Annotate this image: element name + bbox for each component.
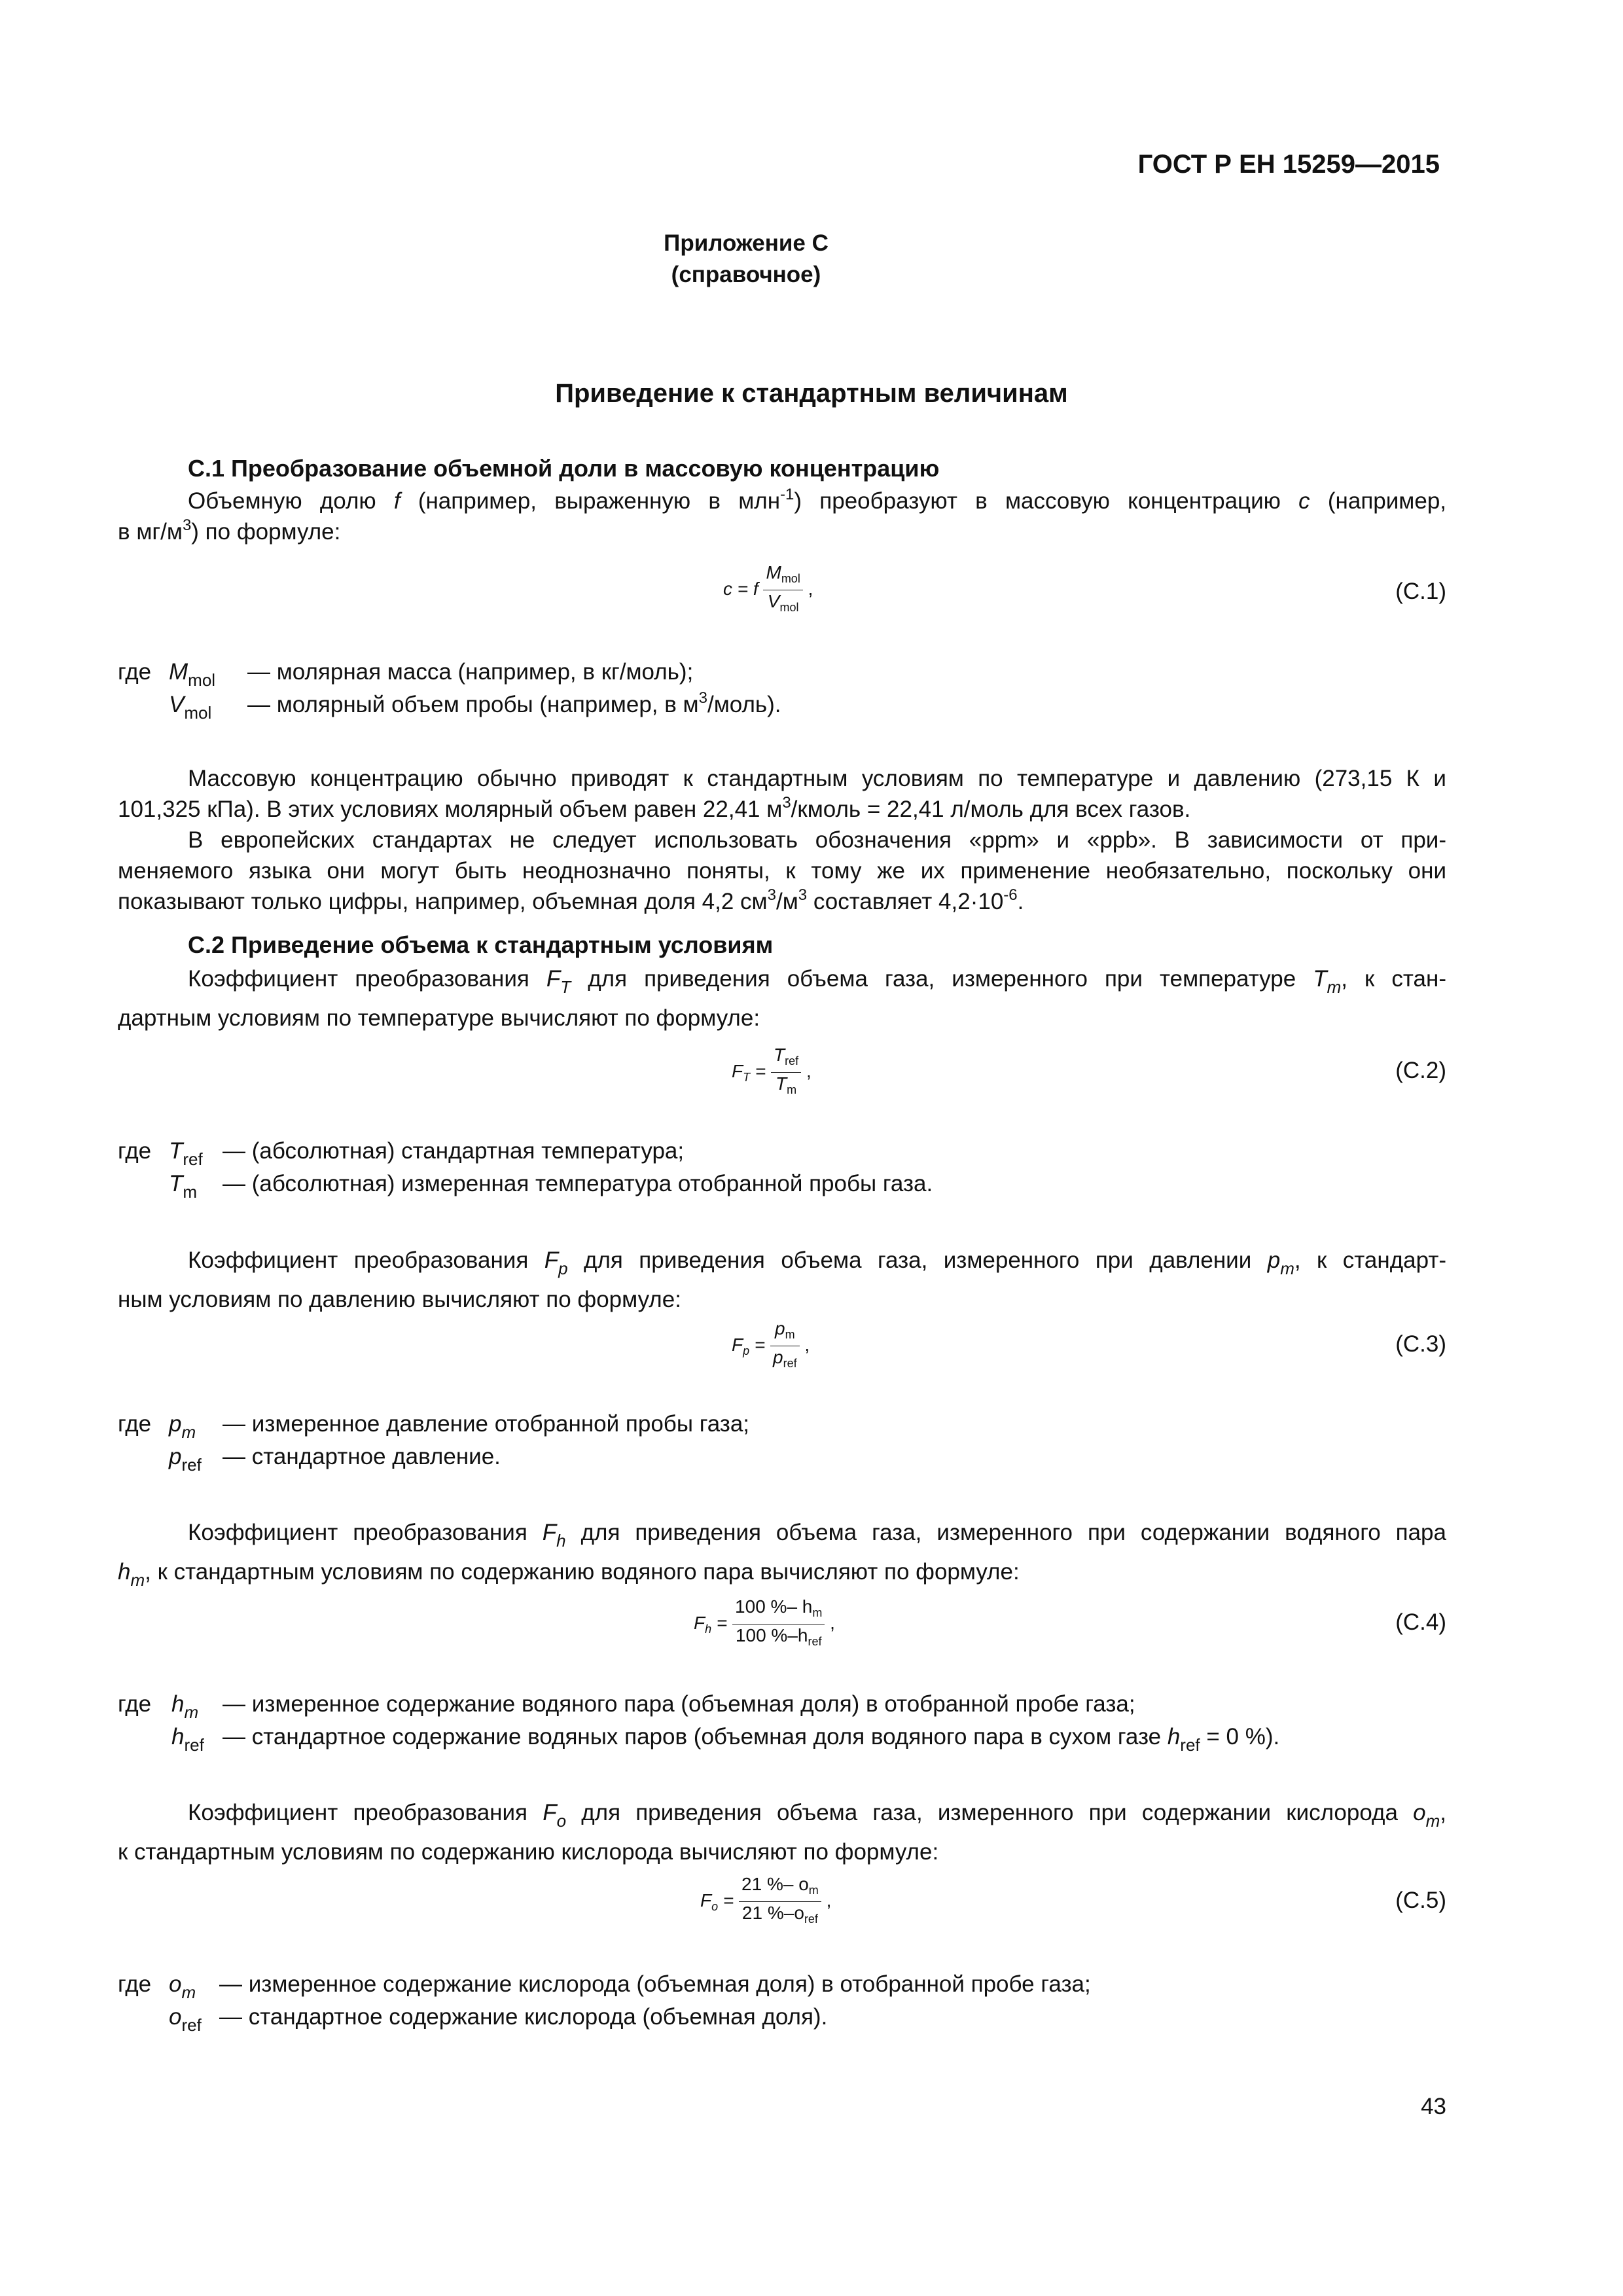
document-id: ГОСТ Р ЕН 15259—2015 xyxy=(1137,150,1440,179)
symbol-T-m: $T_m$ xyxy=(169,1171,198,1202)
annex-heading xyxy=(589,228,903,291)
formula-c5: $F_o$ = $\frac{21 \%- o_m}{21 \%-o_{ref}}$ , xyxy=(700,1874,832,1926)
definition-h-m: — измеренное содержание водяного пара (объемная доля) в отобранной пробе газа; xyxy=(223,1691,1135,1717)
equation-number-c1: (C.1) xyxy=(1395,579,1446,604)
definition-o-ref: — стандартное содержание кислорода (объемная доля). xyxy=(219,2004,828,2030)
annex-type: (справочное) xyxy=(671,262,821,287)
page-number: 43 xyxy=(1421,2094,1446,2119)
c1-standard-conditions-paragraph: Массовую концентрацию обычно приводят к стандартным условиям по температуре и давлению (273,15 К и 101,325 кПа). В этих условиях молярный объем равен 22,41 $м^3$/кмоль = 22,41 л/моль для всех газов. В европейских стандартах не следует использовать обозначения «ppm» и «ppb». В зависимости от при- меняемого языка они могут быть неоднозначно поняты, к тому же их применение необязательно, поскольку они показывают только цифры, например, объемная доля 4,2 $см^3/м^3$ составляет $4,2\cdot 10^{-6}$. xyxy=(118,766,1446,914)
c2-oxygen-where-list: где $o_m$ — измеренное содержание кислорода (объемная доля) в отобранной пробе газа; $o_{ref}$ — стандартное содержание кислорода (объемная доля). xyxy=(118,1969,1446,2034)
definition-p-ref: — стандартное давление. xyxy=(223,1444,501,1469)
equation-number-c3: (C.3) xyxy=(1395,1331,1446,1357)
c2-oxygen-intro: Коэффициент преобразования $F_o$ для приведения объема газа, измеренного при содержании кислорода $o_m$, к стандартным условиям по содержанию кислорода вычисляют по формуле: xyxy=(118,1800,1446,1865)
symbol-h-ref: $h_{ref}$ xyxy=(171,1724,204,1755)
formula-c1: c = f $\frac{M_{mol}}{V_{mol}}$ , xyxy=(723,562,813,614)
symbol-h-m: $h_m$ xyxy=(171,1691,199,1722)
section-c2-heading: С.2 Приведение объема к стандартным условиям xyxy=(188,931,774,958)
equation-number-c2: (C.2) xyxy=(1395,1058,1446,1083)
symbol-p-m: $p_m$ xyxy=(169,1411,196,1442)
c2-humidity-where-list: где $h_m$ — измеренное содержание водяного пара (объемная доля) в отобранной пробе газа; $h_{ref}$ — стандартное содержание водяных паров (объемная доля водяного пара в сухом газе $h_{ref} = 0$ %). xyxy=(118,1689,1446,1754)
definition-T-m: — (абсолютная) измеренная температура отобранной пробы газа. xyxy=(223,1171,933,1196)
symbol-p-ref: $p_{ref}$ xyxy=(169,1444,202,1475)
page-title: Приведение к стандартным величинам xyxy=(555,379,1068,408)
definition-o-m: — измеренное содержание кислорода (объемная доля) в отобранной пробе газа; xyxy=(219,1971,1091,1997)
symbol-V-mol: $V_{mol}$ xyxy=(169,692,212,723)
c2-pressure-where-list: где $p_m$ — измеренное давление отобранной пробы газа; $p_{ref}$ — стандартное давление. xyxy=(118,1408,1446,1474)
definition-T-ref: — (абсолютная) стандартная температура; xyxy=(223,1138,685,1164)
section-c1-heading: С.1 Преобразование объемной доли в массовую концентрацию xyxy=(188,455,940,482)
definition-M-mol: — молярная масса (например, в кг/моль); xyxy=(247,659,694,685)
symbol-o-m: $o_m$ xyxy=(169,1971,196,2002)
c2-humidity-intro: Коэффициент преобразования $F_h$ для приведения объема газа, измеренного при содержании водяного пара $h_m$, к стандартным условиям по содержанию водяного пара вычисляют по формуле: xyxy=(118,1520,1446,1590)
formula-c4: $F_h$ = $\frac{100 \%- h_m}{100 \%-h_{ref}}$ , xyxy=(694,1596,835,1648)
formula-c2: $F_T$ = $\frac{T_{ref}}{T_m}$ , xyxy=(732,1045,812,1096)
symbol-M-mol: $M_{mol}$ xyxy=(169,659,216,690)
c2-temperature-where-list: где $T_{ref}$ — (абсолютная) стандартная температура; $T_m$ — (абсолютная) измеренная температура отобранной пробы газа. xyxy=(118,1136,1446,1201)
where-label: где xyxy=(118,659,152,685)
c2-pressure-intro: Коэффициент преобразования $F_p$ для приведения объема газа, измеренного при давлении $p_m$, к стандарт- ным условиям по давлению вычисляют по формуле: xyxy=(118,1247,1446,1312)
formula-c3: $F_p$ = $\frac{p_m}{p_{ref}}$ , xyxy=(732,1318,810,1370)
equation-number-c5: (C.5) xyxy=(1395,1888,1446,1913)
c1-intro-paragraph: Объемную долю f (например, выраженную в млн$^{-1}$) преобразуют в массовую концентрацию с (например, в $мг/м^3$) по формуле: xyxy=(118,486,1447,545)
annex-label: Приложение С xyxy=(664,230,829,256)
symbol-T-ref: $T_{ref}$ xyxy=(169,1138,203,1169)
c1-where-list xyxy=(118,656,1446,722)
definition-h-ref: — стандартное содержание водяных паров (объемная доля водяного пара в сухом газе $h_{ref} = 0$ %). xyxy=(223,1724,1280,1755)
equation-number-c4: (C.4) xyxy=(1395,1609,1446,1635)
symbol-o-ref: $o_{ref}$ xyxy=(169,2004,202,2035)
definition-V-mol: — молярный объем пробы (например, в $м^3/моль$). xyxy=(247,689,781,717)
definition-p-m: — измеренное давление отобранной пробы газа; xyxy=(223,1411,750,1437)
c2-temperature-intro: Коэффициент преобразования $F_T$ для приведения объема газа, измеренного при температуре $T_m$, к стан- дартным условиям по температуре вычисляют по формуле: xyxy=(118,966,1446,1031)
